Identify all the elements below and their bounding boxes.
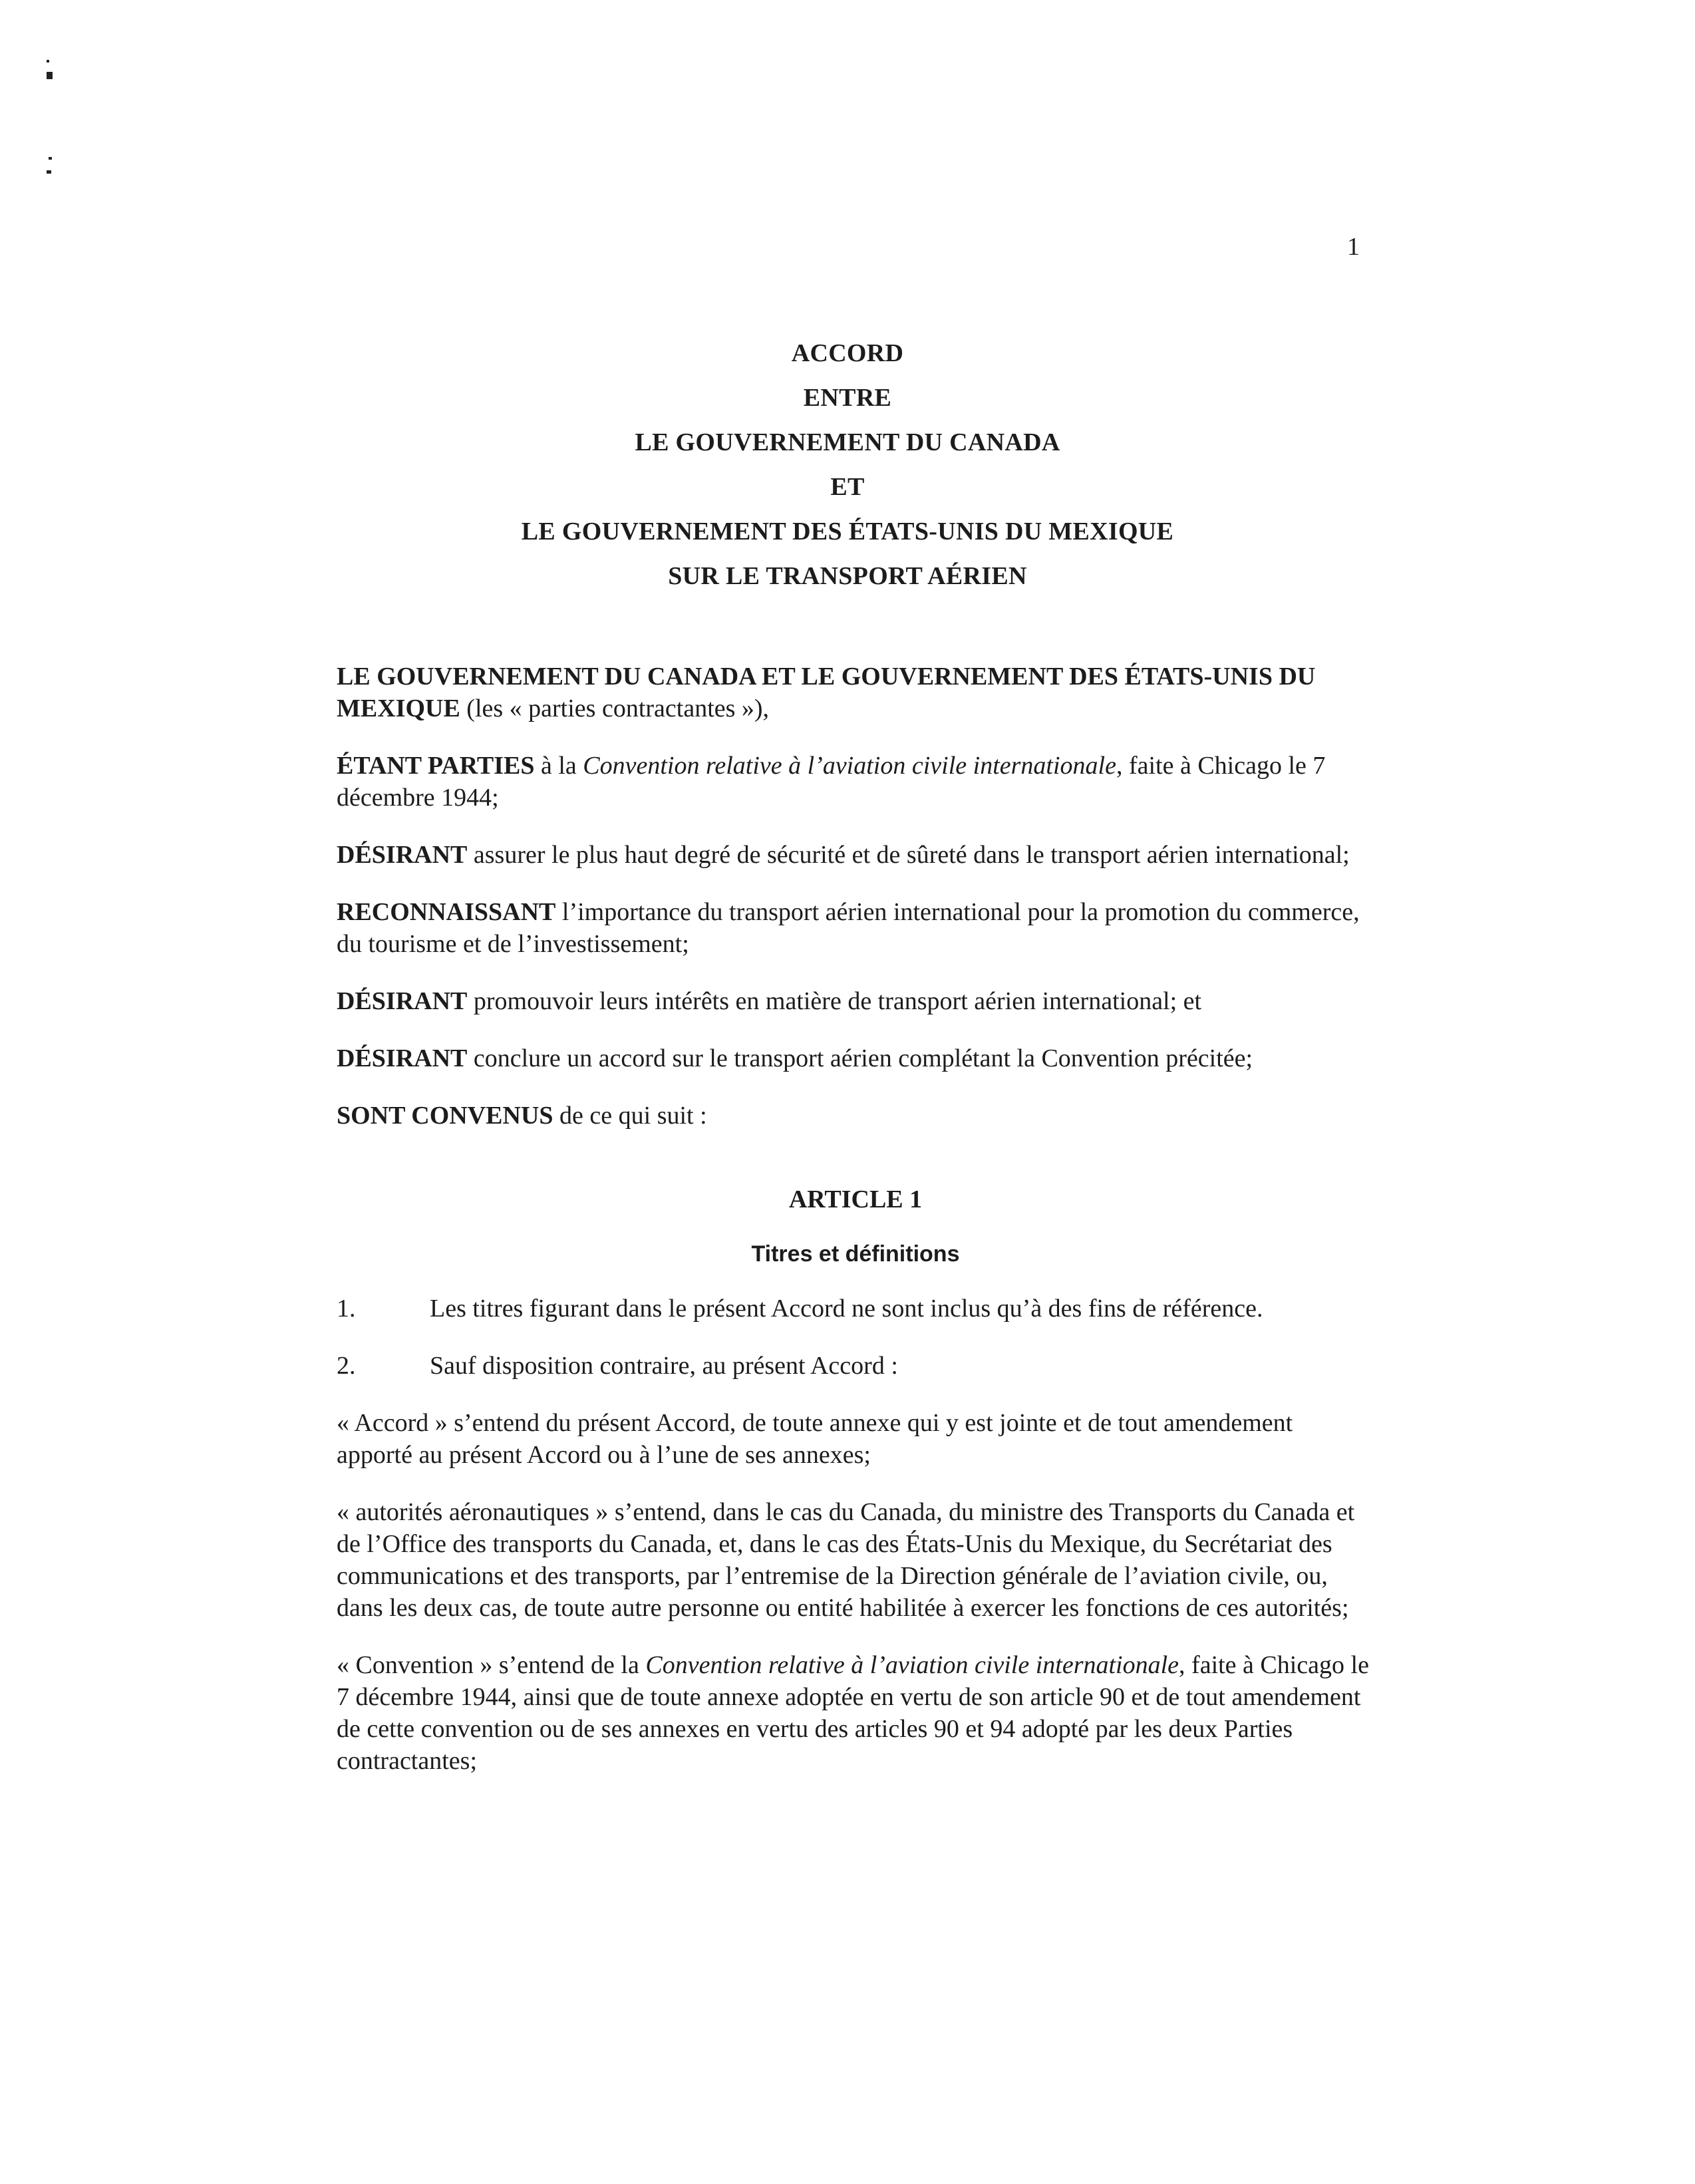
preamble-lead: SONT CONVENUS — [337, 1102, 553, 1130]
article-clause — [337, 1350, 1374, 1382]
title-line: ACCORD — [791, 339, 904, 367]
title-line: LE GOUVERNEMENT DU CANADA — [635, 428, 1060, 456]
preamble-lead: LE GOUVERNEMENT DU CANADA ET LE GOUVERNEMENT DES ÉTATS-UNIS DU MEXIQUE — [337, 663, 1316, 722]
clause-number: 2. — [337, 1352, 356, 1380]
preamble-text: , faite à Chicago le 7 décembre 1944; — [337, 752, 1326, 812]
definition-paragraph — [337, 1407, 1374, 1471]
title-line: SUR LE TRANSPORT AÉRIEN — [668, 562, 1027, 590]
preamble-lead: ÉTANT PARTIES — [337, 752, 535, 780]
scan-speck — [49, 157, 52, 160]
scan-speck — [47, 72, 53, 79]
definition-paragraph — [337, 1649, 1374, 1777]
clause-text: Sauf disposition contraire, au présent Accord : — [430, 1352, 898, 1380]
page-number: 1 — [1347, 233, 1360, 261]
preamble-text: conclure un accord sur le transport aérien complétant la Convention précitée; — [467, 1044, 1253, 1072]
clause-number: 1. — [337, 1295, 356, 1323]
preamble-paragraph — [337, 661, 1374, 724]
title-line: ENTRE — [803, 384, 892, 412]
preamble-text: de ce qui suit : — [553, 1102, 707, 1130]
preamble-lead: DÉSIRANT — [337, 1044, 468, 1072]
preamble-text: promouvoir leurs intérêts en matière de transport aérien international; et — [467, 987, 1202, 1015]
article-clause — [337, 1293, 1374, 1325]
title-line: LE GOUVERNEMENT DES ÉTATS-UNIS DU MEXIQUE — [521, 518, 1174, 546]
scan-speck — [47, 60, 49, 63]
article-number: ARTICLE 1 — [788, 1185, 923, 1213]
preamble-paragraph — [337, 750, 1374, 814]
convention-title: Convention relative à l’aviation civile internationale — [583, 752, 1116, 780]
preamble-lead: RECONNAISSANT — [337, 898, 556, 926]
preamble-paragraph — [337, 839, 1374, 871]
preamble-paragraph — [337, 1100, 1374, 1132]
convention-title: Convention relative à l’aviation civile internationale — [645, 1651, 1179, 1679]
definition-paragraph — [337, 1496, 1374, 1624]
definition-text: « Accord » s’entend du présent Accord, de toute annexe qui y est jointe et de tout amendement apporté au présent Accord ou à l’une de ses annexes; — [337, 1409, 1293, 1469]
preamble-text: assurer le plus haut degré de sécurité et de sûreté dans le transport aérien international; — [467, 841, 1350, 869]
document-body — [337, 661, 1374, 1802]
agreement-title — [0, 331, 1695, 599]
preamble-text: l’importance du transport aérien international pour la promotion du commerce, du tourisme et de l’investissement; — [337, 898, 1360, 958]
definition-text: , faite à Chicago le 7 décembre 1944, ainsi que de toute annexe adoptée en vertu de son article 90 et de tout amendement de cette convention ou de ses annexes en vertu des articles 90 et 94 adopté par les deux Parties contractantes; — [337, 1651, 1369, 1775]
preamble-lead: DÉSIRANT — [337, 841, 468, 869]
clause-text: Les titres figurant dans le présent Accord ne sont inclus qu’à des fins de référence. — [430, 1295, 1263, 1323]
preamble-lead: DÉSIRANT — [337, 987, 468, 1015]
article-heading: Titres et définitions — [751, 1241, 960, 1267]
preamble-paragraph — [337, 896, 1374, 960]
preamble-text: à la — [534, 752, 583, 780]
definition-text: « Convention » s’entend de la — [337, 1651, 646, 1679]
scan-speck — [47, 170, 51, 174]
preamble-paragraph — [337, 1042, 1374, 1074]
definition-text: « autorités aéronautiques » s’entend, dans le cas du Canada, du ministre des Transports du Canada et de l’Office des transports du Canada, et, dans le cas des États-Unis du Mexique, du Secrétariat des communications et des transports, par l’entremise de la Direction générale de l’aviation civile, ou, dans les deux cas, de toute autre personne ou entité habilitée à exercer les fonctions de ces autorités; — [337, 1498, 1355, 1622]
title-line: ET — [830, 473, 865, 501]
preamble-text: (les « parties contractantes »), — [460, 695, 770, 722]
preamble-paragraph — [337, 985, 1374, 1017]
